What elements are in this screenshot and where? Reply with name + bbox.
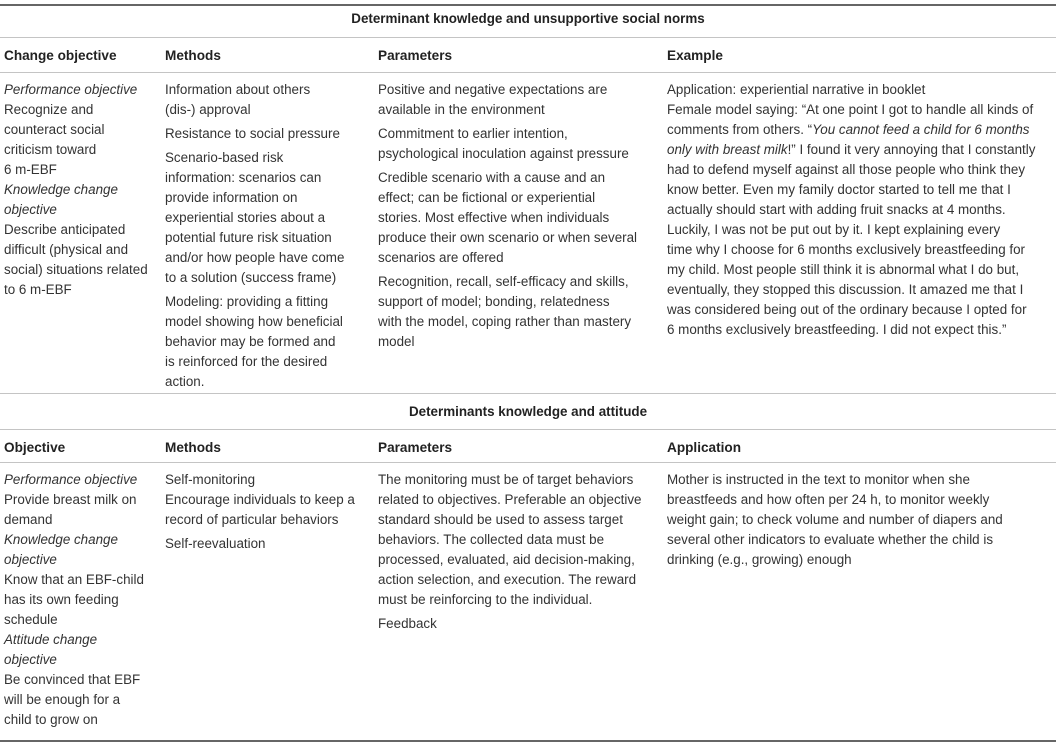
knowledge-objective-label: objective xyxy=(4,202,57,217)
parameter-item xyxy=(378,470,663,610)
text-line: experiential stories about a xyxy=(165,210,326,225)
text-line: my child. Most people still think it is abnormal what I do but, xyxy=(667,262,1020,277)
text-line: provide information on xyxy=(165,190,298,205)
text-line xyxy=(667,140,1055,160)
text-line: will be enough for a xyxy=(4,692,121,707)
text-line: scenarios are offered xyxy=(378,250,504,265)
text-line: Credible scenario with a cause and an xyxy=(378,170,606,185)
text-line: actually should start with adding fruit snacks at 4 months. xyxy=(667,202,1006,217)
parameters-cell xyxy=(378,80,663,356)
header-example: Example xyxy=(667,48,723,63)
text-line: demand xyxy=(4,512,53,527)
text-line: Self-reevaluation xyxy=(165,536,266,551)
text-line: difficult (physical and xyxy=(4,242,129,257)
text-line: Resistance to social pressure xyxy=(165,126,340,141)
text-line: must be reinforcing to the individual. xyxy=(378,592,593,607)
text-line: Luckily, I was not be put out by it. I kept explaining every xyxy=(667,222,1001,237)
parameter-item xyxy=(378,614,663,634)
method-item xyxy=(165,470,373,530)
text-line: model xyxy=(378,334,415,349)
text-line: effect; can be fictional or experiential xyxy=(378,190,596,205)
example-cell xyxy=(667,80,1055,340)
change-objective-cell xyxy=(4,80,160,300)
text-line: produce their own scenario or when several xyxy=(378,230,638,245)
knowledge-objective-label: Knowledge change xyxy=(4,532,118,547)
bottom-rule xyxy=(0,740,1056,742)
text-line: Be convinced that EBF xyxy=(4,672,141,687)
objective-cell xyxy=(4,470,160,730)
text-line: standard should be used to assess target xyxy=(378,512,623,527)
method-item xyxy=(165,148,373,288)
text-line: information: scenarios can xyxy=(165,170,322,185)
text-line: had to defend myself against all those people who think they xyxy=(667,162,1026,177)
text-line: behaviors. The collected data must be xyxy=(378,532,605,547)
text-line: Feedback xyxy=(378,616,437,631)
rule xyxy=(0,393,1056,394)
method-item xyxy=(165,124,373,144)
text-line: Describe anticipated xyxy=(4,222,126,237)
methods-cell xyxy=(165,80,373,396)
header-parameters: Parameters xyxy=(378,440,453,455)
text-line: social) situations related xyxy=(4,262,148,277)
text-line: action selection, and execution. The reward xyxy=(378,572,637,587)
text-line: Application: experiential narrative in booklet xyxy=(667,82,926,97)
text-line: processed, evaluated, aid decision-making, xyxy=(378,552,635,567)
text-line: action. xyxy=(165,374,205,389)
text-line: record of particular behaviors xyxy=(165,512,339,527)
header-objective: Objective xyxy=(4,440,66,455)
text-line: behavior may be formed and xyxy=(165,334,336,349)
text-line: and/or how people have come xyxy=(165,250,345,265)
text-line: potential future risk situation xyxy=(165,230,332,245)
attitude-objective-label: Attitude change xyxy=(4,632,98,647)
text-line: Provide breast milk on xyxy=(4,492,137,507)
method-item xyxy=(165,80,373,120)
quote-italic: only with breast milk xyxy=(667,142,788,157)
header-parameters: Parameters xyxy=(378,48,453,63)
text-line: was considered being out of the ordinary because I opted for xyxy=(667,302,1027,317)
method-item xyxy=(165,292,373,392)
text-line: Encourage individuals to keep a xyxy=(165,492,355,507)
performance-objective-label: Performance objective xyxy=(4,472,138,487)
text-span: !” I found it very annoying that I constantly xyxy=(787,142,1036,157)
knowledge-objective-label: Knowledge change xyxy=(4,182,118,197)
text-line: The monitoring must be of target behaviors xyxy=(378,472,634,487)
text-line: know better. Even my family doctor started to tell me that I xyxy=(667,182,1011,197)
parameter-item xyxy=(378,80,663,120)
text-line: several other indicators to evaluate whether the child is xyxy=(667,532,994,547)
text-line: Female model saying: “At one point I got to handle all kinds of xyxy=(667,102,1034,117)
parameters-cell xyxy=(378,470,663,638)
section1-title: Determinant knowledge and unsupportive social norms xyxy=(351,11,705,26)
text-line: support of model; bonding, relatedness xyxy=(378,294,610,309)
header-change-objective: Change objective xyxy=(4,48,117,63)
rule xyxy=(0,37,1056,38)
text-line: to 6 m-EBF xyxy=(4,282,72,297)
text-line: Know that an EBF-child xyxy=(4,572,144,587)
text-line: Commitment to earlier intention, xyxy=(378,126,568,141)
parameter-item xyxy=(378,124,663,164)
text-line: child to grow on xyxy=(4,712,98,727)
top-rule xyxy=(0,4,1056,6)
header-application: Application xyxy=(667,440,742,455)
section2-title: Determinants knowledge and attitude xyxy=(408,404,648,419)
text-line: schedule xyxy=(4,612,58,627)
text-line: counteract social xyxy=(4,122,105,137)
header-methods: Methods xyxy=(165,440,221,455)
method-item xyxy=(165,534,373,554)
header-methods: Methods xyxy=(165,48,221,63)
text-line: weight gain; to check volume and number of diapers and xyxy=(667,512,1003,527)
text-line: Recognize and xyxy=(4,102,94,117)
text-line: model showing how beneficial xyxy=(165,314,343,329)
parameter-item xyxy=(378,272,663,352)
rule xyxy=(0,429,1056,430)
text-line: Positive and negative expectations are xyxy=(378,82,608,97)
text-line: to a solution (success frame) xyxy=(165,270,337,285)
performance-objective-label: Performance objective xyxy=(4,82,138,97)
rule xyxy=(0,462,1056,463)
text-line xyxy=(667,120,1055,140)
text-line: psychological inoculation against pressure xyxy=(378,146,629,161)
text-line: (dis-) approval xyxy=(165,102,251,117)
text-line: Self-monitoring xyxy=(165,472,256,487)
text-span: comments from others. “ xyxy=(667,122,813,137)
text-line: has its own feeding xyxy=(4,592,119,607)
text-line: Information about others xyxy=(165,82,311,97)
methods-cell xyxy=(165,470,373,558)
text-line: 6 m-EBF xyxy=(4,162,57,177)
application-cell xyxy=(667,470,1055,570)
text-line: is reinforced for the desired xyxy=(165,354,328,369)
text-line: Modeling: providing a fitting xyxy=(165,294,329,309)
text-line: Recognition, recall, self-efficacy and skills, xyxy=(378,274,629,289)
text-line: with the model, coping rather than mastery xyxy=(378,314,632,329)
text-line: stories. Most effective when individuals xyxy=(378,210,610,225)
text-line: Scenario-based risk xyxy=(165,150,284,165)
text-line: eventually, they stopped this discussion. It amazed me that I xyxy=(667,282,1024,297)
text-line: criticism toward xyxy=(4,142,97,157)
quote-italic: You cannot feed a child for 6 months xyxy=(812,122,1030,137)
attitude-objective-label: objective xyxy=(4,652,57,667)
text-line: 6 months exclusively breastfeeding. I did not expect this.” xyxy=(667,322,1007,337)
text-line: time why I choose for 6 months exclusively breastfeeding for xyxy=(667,242,1025,257)
rule xyxy=(0,72,1056,73)
knowledge-objective-label: objective xyxy=(4,552,57,567)
text-line: Mother is instructed in the text to monitor when she xyxy=(667,472,970,487)
text-line: breastfeeds and how often per 24 h, to monitor weekly xyxy=(667,492,990,507)
text-line: drinking (e.g., growing) enough xyxy=(667,552,852,567)
text-line: available in the environment xyxy=(378,102,545,117)
text-line: related to objectives. Preferable an objective xyxy=(378,492,642,507)
parameter-item xyxy=(378,168,663,268)
